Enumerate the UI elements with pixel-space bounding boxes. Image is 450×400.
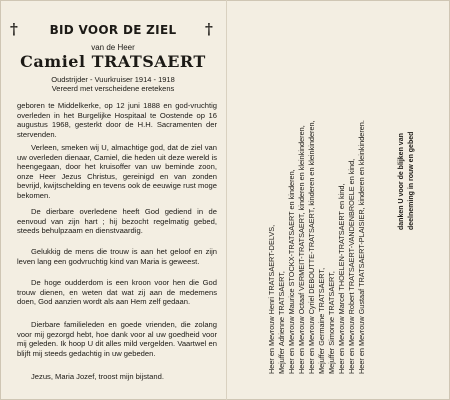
family-line: Heer en Mevrouw Cyriel DEBOUTTE-TRATSAERT, kinderen en kleinkinderen, bbox=[307, 120, 316, 374]
family-line: Heer en Mevrouw Gustaaf TRATSAERT-PLAISIER, kinderen en kleinkinderen. bbox=[357, 120, 366, 374]
deceased-name: Camiel TRATSAERT bbox=[20, 52, 206, 71]
family-line: Heer en Mevrouw Robert TRATSAERT-VANDENBROELE en kind, bbox=[347, 158, 356, 374]
farewell-paragraph: Dierbare familieleden en goede vrienden, die zolang voor mij gezorgd hebt, hoe dank voor al uw goedheid voor mij geleden. Ik hoop U dit alles mild vergelden. Vaartwel en blijft mij steeds gedachtig in uw gebeden. bbox=[17, 320, 217, 358]
closing-prayer: Jezus, Maria Jozef, troost mijn bijstand. bbox=[31, 372, 164, 381]
subtitle-veteran: Oudstrijder - Vuurkruiser 1914 - 1918 bbox=[51, 75, 175, 84]
prayer-paragraph: Verleen, smeken wij U, almachtige god, dat de ziel van uw overleden dienaar, Camiel, die heden uit deze wereld is heengegaan, door het kruisoffer van uw beminde zoon, onze Heer Jezus Christus, gereinigd en van zonden bevrijd, kwijtschelding en tevens ook de eeuwige rust moge bekomen. bbox=[17, 143, 217, 200]
card-title: BID VOOR DE ZIEL bbox=[49, 23, 177, 37]
thanks-line-1: danken U voor de blijken van bbox=[398, 133, 405, 230]
family-line: Mejuffer Adrienne TRATSAERT, bbox=[277, 271, 286, 374]
right-cross-icon: † bbox=[205, 20, 213, 38]
family-line: Heer en Mevrouw Maurice STOCKX-TRATSAERT en kinderen, bbox=[287, 169, 296, 374]
van-de-heer: van de Heer bbox=[91, 43, 135, 52]
family-line: Heer en Mevrouw Octaaf VERMEIT-TRATSAERT, kinderen en kleinkinderen, bbox=[297, 125, 306, 374]
faith-paragraph: Gelukkig de mens die trouw is aan het geloof en zijn leven lang een godvruchtig kind van Maria is geweest. bbox=[17, 247, 217, 266]
family-line: Mejuffer Simonne TRATSAERT, bbox=[327, 271, 336, 374]
old-age-paragraph: De hoge oudderdom is een kroon voor hen die God trouw dienen, en weten dat wat zij aan de medemens doen, God aanzien wordt als aan Hem zelf gedaan. bbox=[17, 278, 217, 307]
family-line: Heer en Mevrouw Marcel THOELEN-TRATSAERT en kind, bbox=[337, 183, 346, 374]
subtitle-honours: Vereerd met verscheidene eretekens bbox=[51, 84, 175, 93]
birth-death-paragraph: geboren te Middelkerke, op 12 juni 1888 en god-vruchtig overleden in het Burgelijke Hospitaal te Oostende op 16 augustus 1968, gesterkt door de H.H. Sacramenten der stervenden. bbox=[17, 101, 217, 139]
family-line: Mejuffer Germaine TRATSAERT, bbox=[317, 267, 326, 374]
thanks-line-2: deelneming in rouw en gebed bbox=[408, 131, 415, 230]
devotion-paragraph: De dierbare overledene heeft God gediend in de eenvoud van zijn hart ; hij bezocht regelmatig gebed, steeds behulpzaam en dienstvaardig. bbox=[17, 207, 217, 236]
left-cross-icon: † bbox=[10, 20, 18, 38]
family-line: Heer en Mevrouw Henri TRATSAERT-DELVS, bbox=[267, 224, 276, 374]
back-page bbox=[227, 0, 450, 400]
